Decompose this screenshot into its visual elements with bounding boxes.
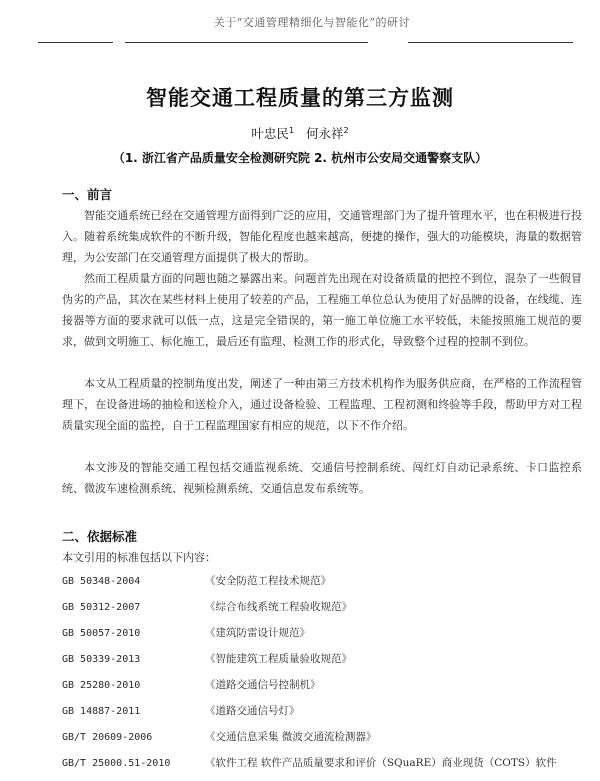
list-item — [62, 625, 592, 651]
author-name: 何永祥 — [305, 126, 344, 141]
list-item — [62, 599, 592, 625]
standard-name: 《道路交通信号灯》 — [205, 705, 300, 717]
rule-gap-right — [368, 41, 408, 44]
standards-list — [62, 573, 592, 781]
standard-name: 《综合布线系统工程验收规范》 — [205, 601, 352, 613]
list-item — [62, 729, 592, 755]
standard-name: 《交通信息采集 微波交通流检测器》 — [205, 731, 377, 743]
header-rule — [38, 42, 573, 43]
standard-name: 《道路交通信号控制机》 — [205, 679, 321, 691]
section-heading-standards: 二、依据标准 — [62, 529, 138, 544]
standard-code: GB 14887-2011 — [62, 706, 141, 717]
paragraph: 然而工程质量方面的问题也随之暴露出来。问题首先出现在对设备质量的把控不到位，混杂了一些假冒伪劣的产品，其次在某些材料上使用了较差的产品，工程施工单位总认为使用了好品牌的设备，在线缆、连接器等方面的要求就可以低一点，这是完全错误的，第一施工单位施工水平较低，未能按照施工规范的要求，做到文明施工、标化施工，最后还有监理、检测工作的形式化，导致整个过程的控制不到位。 — [62, 272, 582, 348]
author-line — [0, 124, 600, 142]
standard-code: GB/T 25000.51-2010 — [62, 758, 171, 769]
section-heading-preface: 一、前言 — [62, 187, 113, 202]
standard-name: 《建筑防雷设计规范》 — [205, 627, 310, 639]
standard-code: GB 25280-2010 — [62, 680, 141, 691]
standard-name: 《安全防范工程技术规范》 — [205, 575, 331, 587]
author-name: 叶忠民 — [251, 126, 289, 141]
rule-gap-left — [113, 41, 125, 44]
standard-code: GB 50348-2004 — [62, 576, 141, 587]
affiliations: （1. 浙江省产品质量安全检测研究院 2. 杭州市公安局交通警察支队） — [112, 151, 488, 165]
list-item — [62, 755, 592, 781]
standard-name: 《软件工程 软件产品质量要求和评价（SQuaRE）商业现货（COTS）软件 — [205, 757, 557, 769]
standards-intro: 本文引用的标准包括以下内容： — [62, 551, 216, 564]
list-item — [62, 573, 592, 599]
standard-name: 《智能建筑工程质量验收规范》 — [205, 653, 352, 665]
list-item — [62, 677, 592, 703]
standard-code: GB 50339-2013 — [62, 654, 141, 665]
standard-code: GB/T 20609-2006 — [62, 732, 153, 743]
standard-code: GB 50057-2010 — [62, 628, 141, 639]
list-item — [62, 703, 592, 729]
paragraph: 本文涉及的智能交通工程包括交通监视系统、交通信号控制系统、闯红灯自动记录系统、卡口监控系统、微波车速检测系统、视频检测系统、交通信息发布系统等。 — [62, 461, 582, 495]
paragraph: 本文从工程质量的控制角度出发，阐述了一种由第三方技术机构作为服务供应商，在严格的工作流程管理下，在设备进场的抽检和送检介入，通过设备检验、工程监理、工程初测和终验等手段，帮助甲方对工程质量实现全面的监控，自于工程监理国家有相应的规范，以下不作介绍。 — [62, 377, 582, 432]
author-affil-mark: 2 — [343, 125, 349, 135]
paragraph: 智能交通系统已经在交通管理方面得到广泛的应用，交通管理部门为了提升管理水平，也在积极进行投入。随着系统集成软件的不断升级，智能化程度也越来越高，便捷的操作，强大的功能模块，海量的数据管理，为公安部门在交通管理方面提供了极大的帮助。 — [62, 209, 582, 264]
running-header: 关于“交通管理精细化与智能化”的研讨 — [213, 16, 410, 29]
standard-code: GB 50312-2007 — [62, 602, 141, 613]
author-affil-mark: 1 — [288, 125, 295, 135]
paper-title: 智能交通工程质量的第三方监测 — [146, 86, 454, 110]
list-item — [62, 651, 592, 677]
